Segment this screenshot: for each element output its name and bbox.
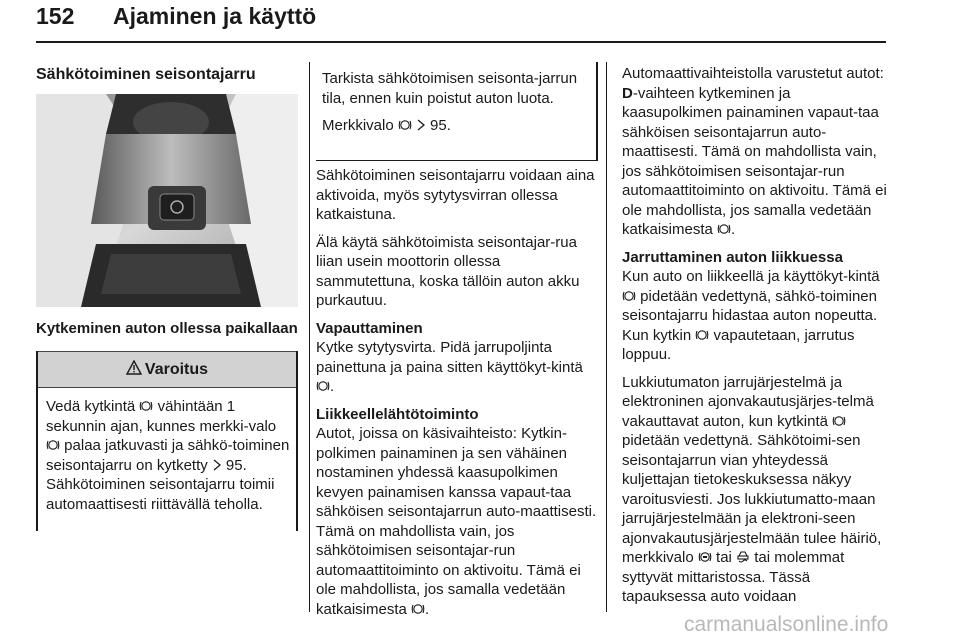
note-text-part: Merkkivalo (322, 117, 394, 134)
parking-brake-icon (717, 222, 731, 236)
text-part: tai (716, 549, 732, 566)
text-part: . (330, 378, 335, 395)
warning-text-part: Sähkötoiminen seisontajarru toimii automaattisesti riittävällä teholla. (46, 476, 275, 513)
watermark: carmanualsonline.info (684, 613, 889, 636)
column-2 (316, 166, 600, 627)
text-part: -vaihteen kytkeminen ja kaasupolkimen painaminen vapaut-taa sähköisen seisontajarrun auto-maattisesti. Tämä on mahdollista vain, jos sähkötoimisen seisontajar-run automaattitoiminto on aktivoitu. Tämä ei ole mahdollista, jos samalla vedetään katkaisimesta (622, 84, 887, 238)
text-part: Automaattivaihteistolla varustetut autot: (622, 65, 884, 82)
parking-brake-icon (695, 328, 709, 342)
paragraph: Älä käytä sähkötoimista seisontajar-rua liian usein moottorin ollessa sammutettuna, koska tällöin auton akku purkautuu. (316, 233, 580, 309)
warning-text-part: palaa jatkuvasti ja sähkö-toiminen seisontajarru on kytketty (46, 437, 290, 474)
warning-title: Varoitus (144, 360, 209, 378)
column-divider (606, 62, 607, 612)
column-3 (622, 64, 890, 615)
skid-car-icon (736, 550, 750, 564)
page-number: 152 (36, 3, 75, 29)
text-part: pidetään vedettynä. Sähkötoimi-sen seisontajarrun vian yhteydessä kuljettajan tietokeskuksessa näkyy varoitusviesti. Jos lukkiutumatto-maan jarrujärjestelmään ja elektroni-seen ajonvakautusjärjestelmään tulee häiriö, merkkivalo (622, 432, 882, 566)
text-part: Lukkiutumaton jarrujärjestelmä ja elektroninen ajonvakautusjärjes-telmä vakauttavat auton, kun kytkintä (622, 373, 874, 430)
warning-text-part: vähintään 1 sekunnin ajan, kunnes merkki-valo (46, 398, 277, 435)
text-part: Kun auto on liikkeellä ja käyttökyt-kintä (622, 268, 880, 285)
section-title: Sähkötoiminen seisontajarru (36, 66, 256, 83)
page-reference-icon (416, 118, 430, 132)
paragraph-abs-esc (622, 373, 890, 607)
note-box (316, 62, 598, 161)
text-part: vapautetaan, jarrutus loppuu. (622, 326, 855, 363)
column-divider (309, 62, 310, 612)
parking-brake-icon (139, 399, 153, 413)
subheading-braking-moving: Jarruttaminen auton liikkuessa (622, 248, 843, 266)
gear-d-label: D (622, 84, 633, 102)
text-part: Kytke sytytysvirta. Pidä jarrupoljinta painettuna ja paina sitten käyttökyt-kintä (316, 339, 583, 376)
note-text: Tarkista sähkötoimisen seisonta-jarrun tila, ennen kuin poistut auton luota. (322, 70, 578, 107)
warning-page-ref[interactable]: 95. (225, 456, 247, 474)
header-rule (36, 41, 886, 43)
warning-header (38, 351, 296, 388)
subheading-release: Vapauttaminen (316, 319, 423, 337)
parking-brake-icon (398, 118, 412, 132)
parking-brake-icon (316, 379, 330, 393)
text-part: . (731, 221, 736, 238)
warning-text-part: Vedä kytkintä (46, 398, 136, 415)
parking-brake-icon (46, 438, 60, 452)
photo-caption: Kytkeminen auton ollessa paikallaan (36, 320, 298, 337)
warning-text (46, 397, 292, 514)
text-part: Autot, joissa on käsivaihteisto: Kytkin-polkimen painaminen ja sen vähäinen nostaminen yhdessä kaasupolkimen kevyen painamisen kanssa vapaut-taa sähköisen seisontajarrun auto-maattisesti. Tämä on mahdollista vain, jos sähkötoimisen seisontajar-run automaattitoiminto on aktivoitu. Tämä ei ole mahdollista, jos samalla vedetään katkaisimesta (316, 425, 597, 618)
page-reference-icon (212, 458, 226, 472)
warning-box (36, 351, 298, 531)
abs-warning-icon (698, 550, 712, 564)
note-page-ref[interactable]: 95. (430, 117, 451, 134)
text-part: tai molemmat syttyvät mittaristossa. Tässä tapauksessa auto voidaan (622, 549, 845, 605)
paragraph-automatic (622, 64, 890, 240)
subheading-start-function: Liikkeellelähtötoiminto (316, 405, 479, 423)
text-part: pidetään vedettynä, sähkö-toiminen seisontajarru hidastaa auton nopeutta. Kun kytkin (622, 287, 878, 344)
parking-brake-icon (622, 289, 636, 303)
paragraph-start-function (316, 424, 600, 619)
paragraph: Sähkötoiminen seisontajarru voidaan aina aktivoida, myös sytytysvirran ollessa katkaistuna. (316, 167, 595, 223)
text-part: . (425, 600, 430, 618)
parking-brake-photo (36, 94, 298, 307)
parking-brake-icon (411, 602, 425, 616)
warning-triangle-icon (126, 360, 145, 380)
paragraph-release (316, 338, 600, 397)
paragraph-braking (622, 267, 890, 365)
note-indicator-ref (322, 116, 592, 136)
parking-brake-icon (832, 414, 846, 428)
page-title: Ajaminen ja käyttö (113, 3, 317, 29)
